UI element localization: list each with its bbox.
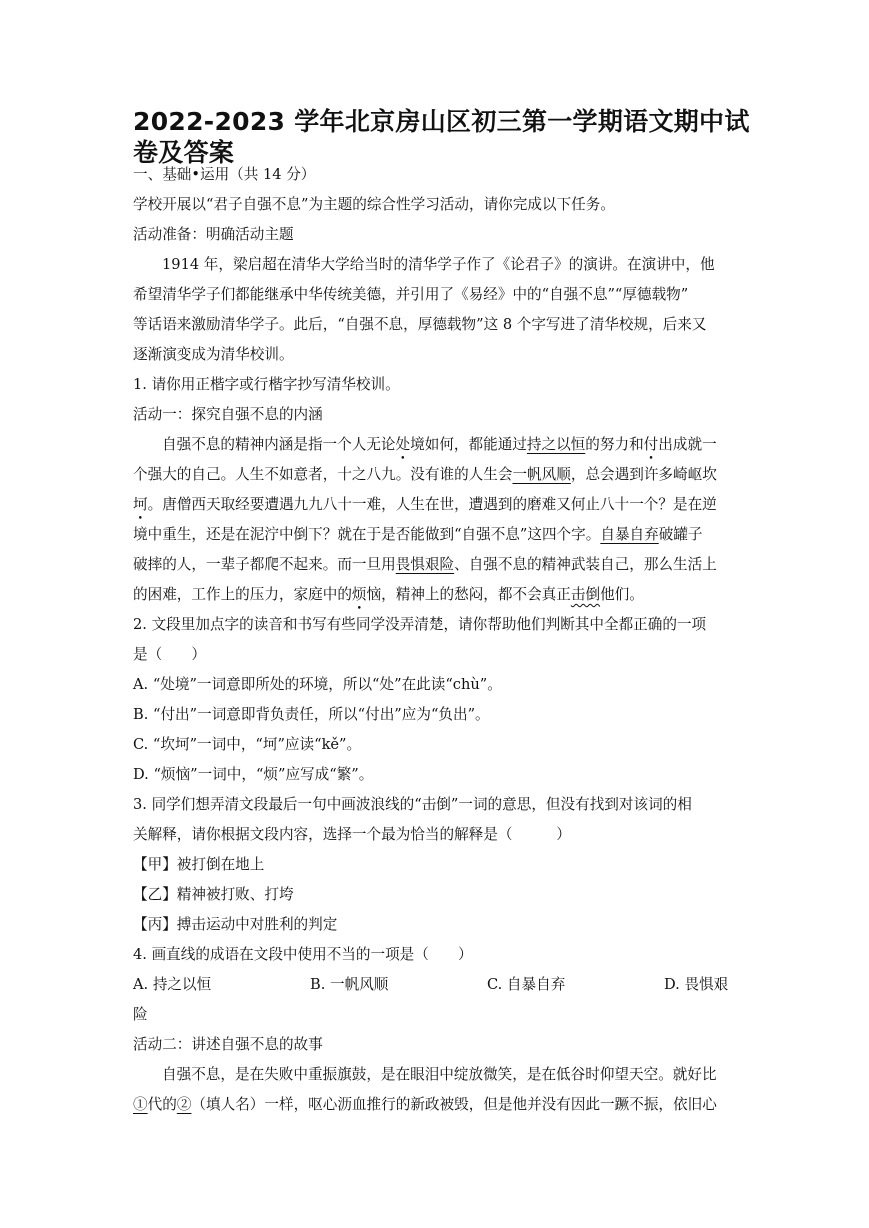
dotted-char: 坷: [133, 496, 148, 513]
q3-option-yi: 【乙】精神被打败、打垮: [133, 886, 294, 903]
blank-1: ①: [133, 1096, 148, 1113]
dotted-char: 烦: [351, 586, 367, 603]
underlined-idiom: 一帆风顺: [512, 466, 571, 483]
passage-line: 个强大的自己。人生不如意者，十之八九。没有谁的人生会一帆风顺，总会遇到许多崎岖坎: [133, 466, 717, 483]
dotted-char: 付: [643, 436, 659, 453]
q4-option-d: D. 畏惧艰: [664, 976, 729, 993]
question-3: 3. 同学们想弄清文段最后一句中画波浪线的“击倒”一词的意思，但没有找到对该词的相: [133, 796, 692, 813]
document-body: [133, 160, 739, 1120]
question-2: 是（ ）: [133, 646, 206, 663]
q4-option-c: C. 自暴自弃: [487, 976, 566, 993]
passage-line: 坷。唐僧西天取经要遭遇九九八十一难，人生在世，遭遇到的磨难又何止八十一个？是在逆: [133, 496, 717, 513]
passage-line: 自强不息的精神内涵是指一个人无论处境如何，都能通过持之以恒的努力和付出成就一: [162, 436, 717, 453]
q2-option-c: C. “坎坷”一词中，“坷”应读“kě”。: [133, 736, 362, 753]
q2-option-a: A. “处境”一词意即所处的环境，所以“处”在此读“chù”。: [133, 676, 502, 693]
activity-2-heading: 活动二：讲述自强不息的故事: [133, 1036, 323, 1053]
q4-option-a: A. 持之以恒: [133, 976, 212, 993]
passage2-line: ①代的②（填人名）一样，呕心沥血推行的新政被毁，但是他并没有因此一蹶不振，依旧心: [133, 1096, 717, 1113]
prep-paragraph-line: 逐渐演变成为清华校训。: [133, 346, 294, 363]
q4-option-d-wrap: 险: [133, 1006, 148, 1023]
prep-paragraph-line: 希望清华学子们都能继承中华传统美德，并引用了《易经》中的“自强不息”“厚德载物”: [133, 286, 689, 303]
activity-prep-heading: 活动准备：明确活动主题: [133, 226, 294, 243]
section-heading: 一、基础•运用（共 14 分）: [133, 166, 316, 183]
passage-line: 的困难，工作上的压力，家庭中的烦恼，精神上的愁闷，都不会真正击倒他们。: [133, 586, 644, 603]
underlined-idiom: 自暴自弃: [600, 526, 659, 543]
passage-line: 境中重生，还是在泥泞中倒下？就在于是否能做到“自强不息”这四个字。自暴自弃破罐子: [133, 526, 703, 543]
document-title: 2022-2023 学年北京房山区初三第一学期语文期中试卷及答案: [133, 107, 750, 167]
q2-option-b: B. “付出”一词意即背负责任，所以“付出”应为“负出”。: [133, 706, 490, 723]
q4-options: [133, 970, 739, 1000]
q4-option-b: B. 一帆风顺: [310, 976, 389, 993]
underlined-idiom: 畏惧艰险: [395, 556, 455, 573]
question-1: 1. 请你用正楷字或行楷字抄写清华校训。: [133, 376, 400, 393]
underlined-idiom: 持之以恒: [526, 436, 586, 453]
question-3: 关解释，请你根据文段内容，选择一个最为恰当的解释是（ ）: [133, 826, 571, 843]
blank-2: ②: [176, 1096, 192, 1113]
dotted-char: 处: [395, 436, 411, 453]
passage-line: 破摔的人，一辈子都爬不起来。而一旦用畏惧艰险、自强不息的精神武装自己，那么生活上: [133, 556, 717, 573]
prep-paragraph-line: 1914 年，梁启超在清华大学给当时的清华学子作了《论君子》的演讲。在演讲中，他: [162, 256, 715, 273]
q3-option-jia: 【甲】被打倒在地上: [133, 856, 265, 873]
intro-text: 学校开展以“君子自强不息”为主题的综合性学习活动，请你完成以下任务。: [133, 196, 615, 213]
question-2: 2. 文段里加点字的读音和书写有些同学没弄清楚，请你帮助他们判断其中全都正确的一项: [133, 616, 707, 633]
question-4: 4. 画直线的成语在文段中使用不当的一项是（ ）: [133, 946, 473, 963]
passage2-line: 自强不息，是在失败中重振旗鼓，是在眼泪中绽放微笑，是在低谷时仰望天空。就好比: [162, 1066, 717, 1083]
prep-paragraph-line: 等话语来激励清华学子。此后，“自强不息，厚德载物”这 8 个字写进了清华校规，后来又: [133, 316, 707, 333]
wavy-underlined-word: 击倒: [570, 586, 601, 603]
activity-1-heading: 活动一：探究自强不息的内涵: [133, 406, 323, 423]
q3-option-bing: 【丙】搏击运动中对胜利的判定: [133, 916, 338, 933]
q2-option-d: D. “烦恼”一词中，“烦”应写成“繁”。: [133, 766, 374, 783]
